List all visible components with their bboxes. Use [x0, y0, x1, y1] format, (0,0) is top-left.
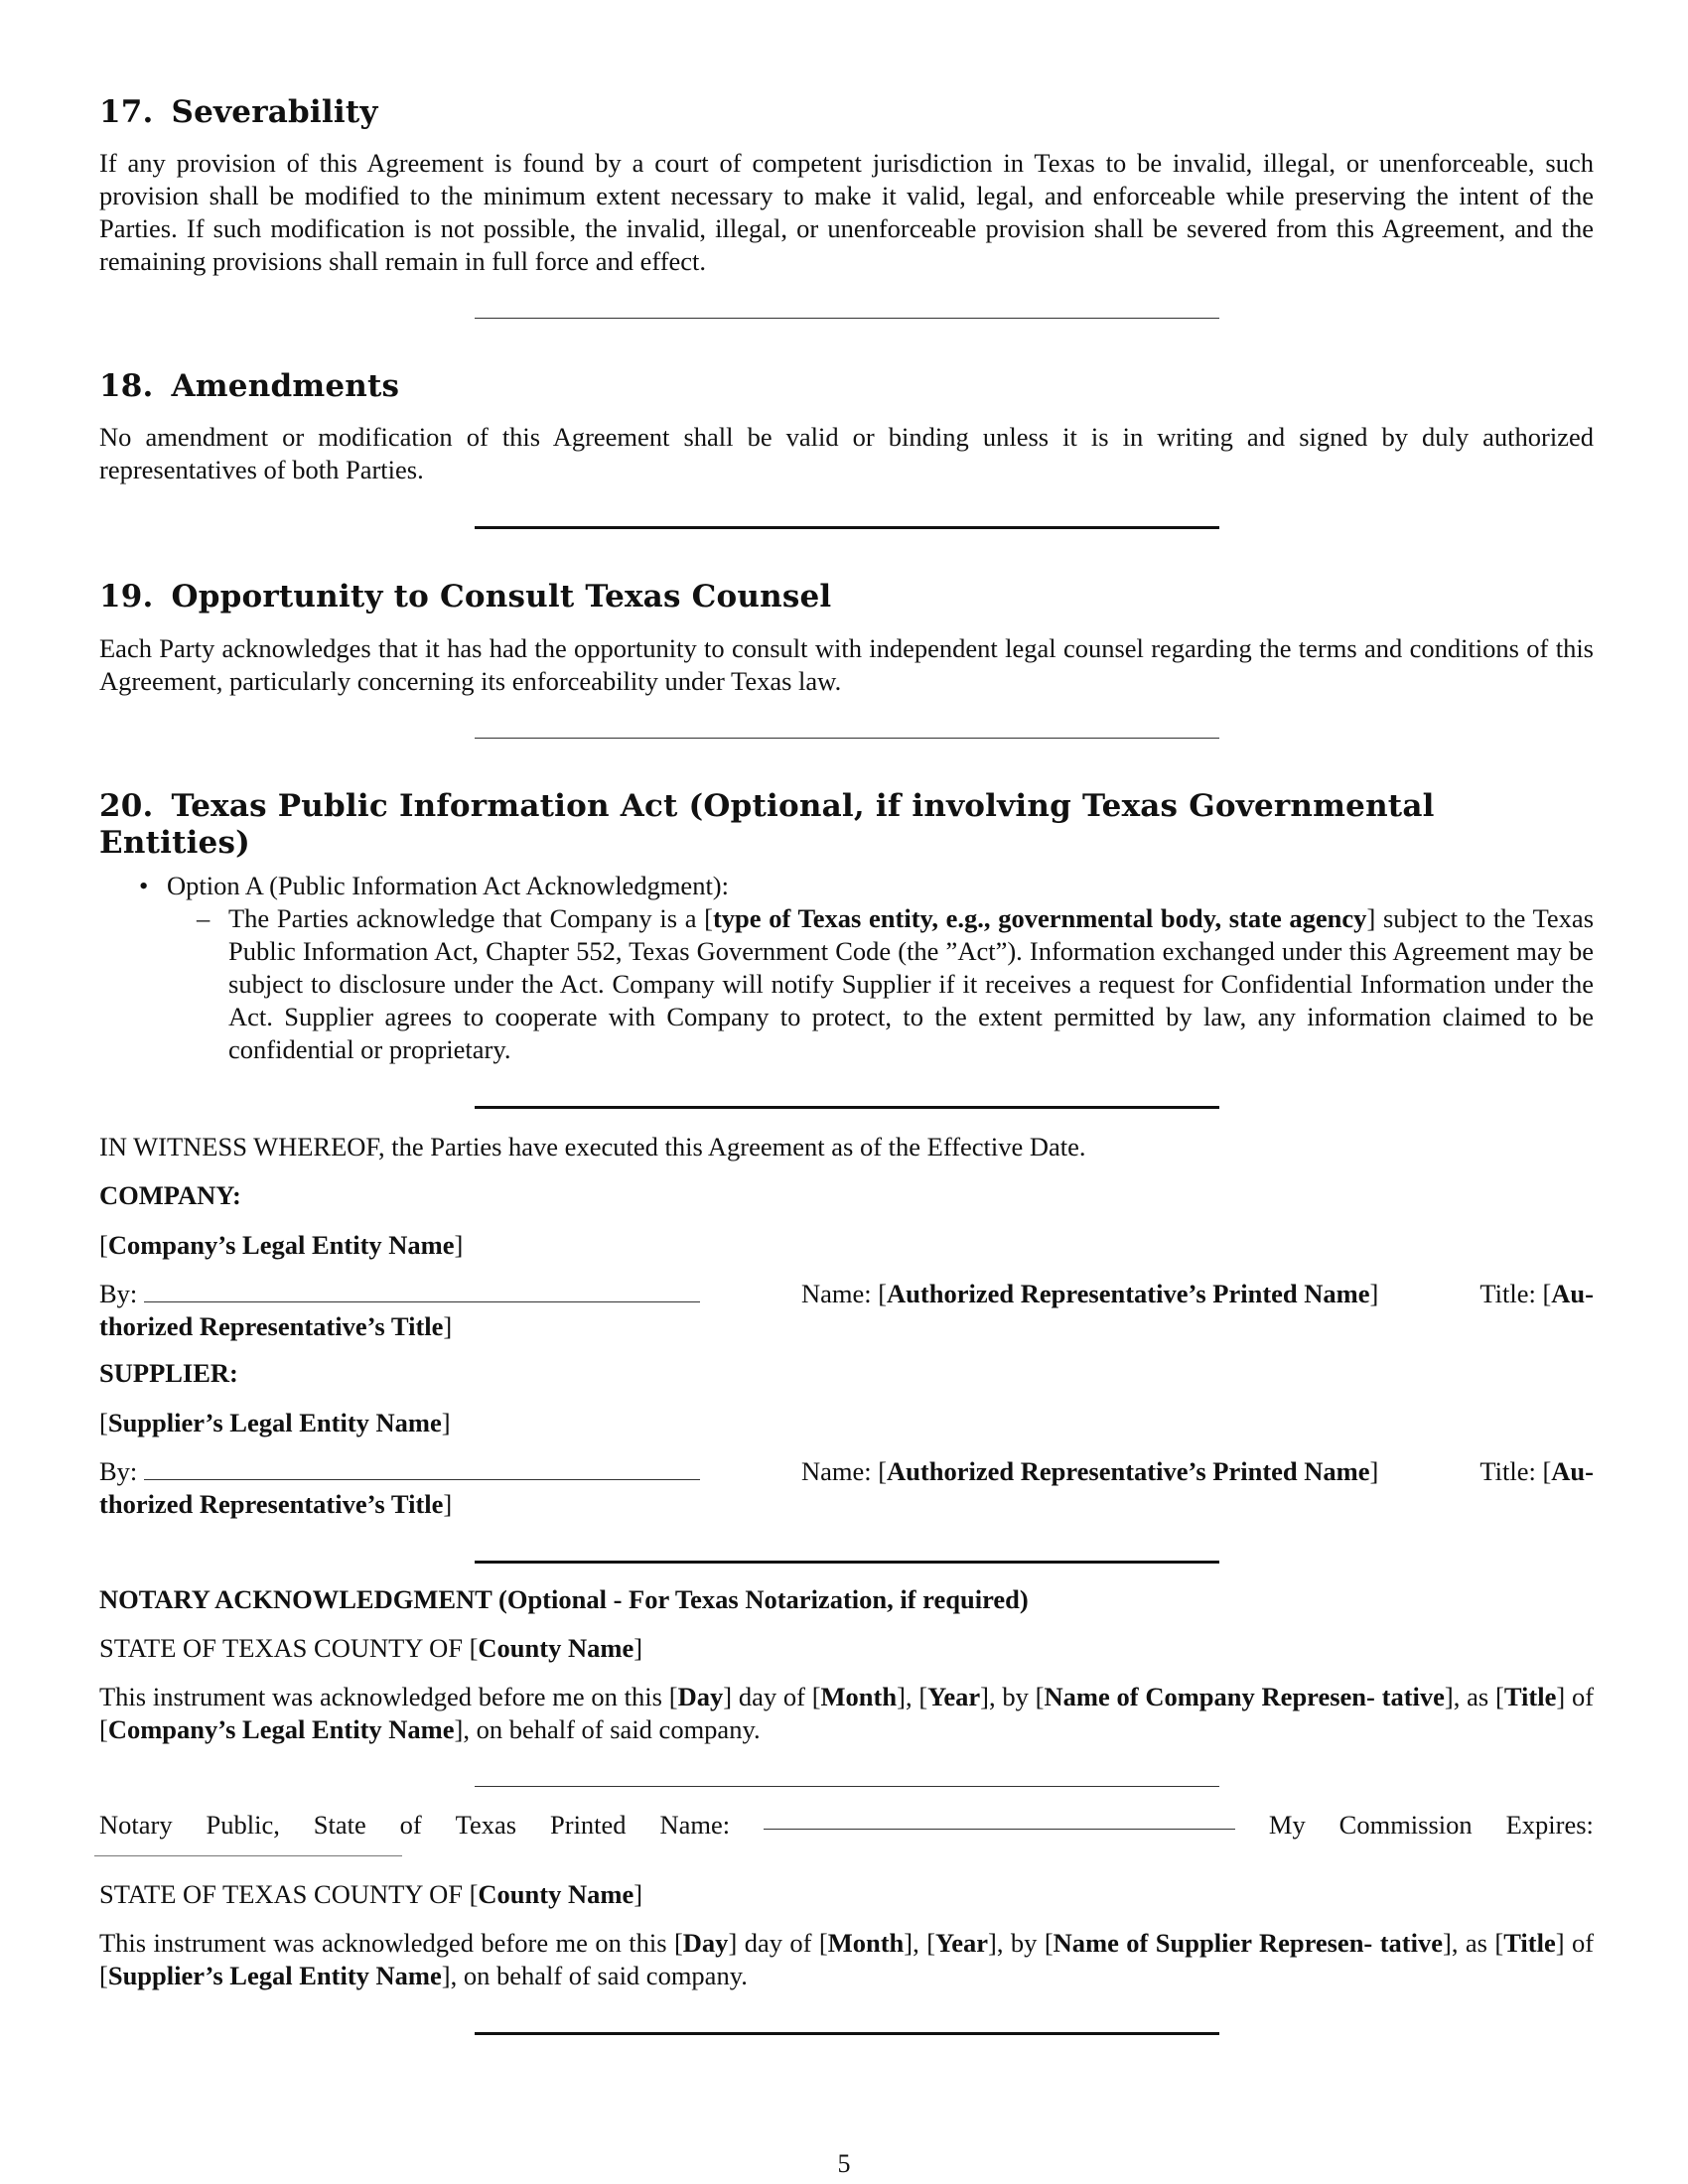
section-19-body: Each Party acknowledges that it has had the opportunity to consult with independent legal counsel regarding the terms and conditions of this Agreement, particularly concerning its enforceability under Texas law.: [99, 632, 1594, 696]
text-run: , as: [1451, 1927, 1495, 1958]
section-divider: [475, 738, 1219, 739]
section-number: 20.: [99, 787, 154, 824]
text-run: Printed: [550, 1809, 627, 1840]
text-run: of: [399, 1809, 422, 1840]
heading-text: COMPANY:: [99, 1179, 241, 1210]
notary-public-line: [99, 1809, 1594, 1842]
text-run: This instrument was acknowledged before me on this: [99, 1927, 674, 1958]
placeholder-title: Title: [1503, 1681, 1557, 1711]
text-run: of: [1564, 1927, 1595, 1958]
text-run: The Parties acknowledge that Company is a [: [228, 902, 713, 933]
supplier-acknowledgment: This instrument was acknowledged before me on this [Day] day of [Month], [Year], by [Name of Supplier Represen- tative], as [Title] of [Supplier’s Legal Entity Name], on behalf of said company.: [99, 1927, 1595, 1990]
signature-line[interactable]: [144, 1459, 700, 1480]
name-label: Name:: [800, 1455, 872, 1486]
text-run: day of: [737, 1927, 819, 1958]
page-number: 5: [837, 2149, 851, 2178]
document-page: [99, 94, 1594, 2035]
placeholder-rep-name: Authorized Representative’s Printed Name: [887, 1278, 1370, 1308]
list-item: [167, 870, 1594, 1066]
section-number: 18.: [99, 368, 154, 405]
placeholder-rep-title: Au-: [1551, 1278, 1594, 1308]
text-run: STATE OF TEXAS COUNTY OF: [99, 1632, 470, 1663]
placeholder-rep-title: thorized Representative’s Title: [99, 1310, 444, 1341]
section-18-body: No amendment or modification of this Agreement shall be valid or binding unless it is in writing and signed by duly authorized representatives of both Parties.: [99, 422, 1594, 485]
company-entity: [Company’s Legal Entity Name]: [99, 1229, 464, 1260]
text-run: STATE OF TEXAS COUNTY OF: [99, 1878, 470, 1909]
placeholder-county: County Name: [478, 1632, 634, 1663]
placeholder-rep: Name of Supplier Represen-: [1053, 1927, 1373, 1958]
text-run: , as: [1453, 1681, 1495, 1711]
title-label: Title:: [1479, 1278, 1536, 1308]
commission-expiry-line[interactable]: [94, 1855, 402, 1856]
by-label: By:: [99, 1278, 138, 1308]
section-20-heading: [99, 788, 1594, 862]
placeholder-entity: Company’s Legal Entity Name: [107, 1713, 455, 1744]
text-run: Commission: [1338, 1809, 1473, 1840]
section-divider: [475, 318, 1219, 319]
text-run: Notary: [99, 1809, 173, 1840]
section-title: Amendments: [171, 368, 400, 405]
placeholder-rep-name: Authorized Representative’s Printed Name: [887, 1455, 1370, 1486]
text-run: Public,: [206, 1809, 280, 1840]
section-title: Severability: [171, 94, 378, 130]
company-heading: [99, 1179, 1594, 1212]
text-run: ,: [905, 1681, 919, 1711]
option-list: [99, 870, 1594, 1066]
heading-text: SUPPLIER:: [99, 1357, 238, 1388]
section-title: Texas Public Information Act (Optional, if involving Texas Governmental Entities): [99, 787, 1435, 861]
text-run: State: [313, 1809, 366, 1840]
text-run: , on behalf of said company.: [450, 1960, 748, 1990]
placeholder-day: Day: [677, 1681, 724, 1711]
printed-name-line[interactable]: [764, 1809, 1235, 1830]
text-run: day of: [732, 1681, 812, 1711]
text-run: of: [1565, 1681, 1595, 1711]
list-item: [228, 902, 1594, 1066]
text-run: , on behalf of said company.: [463, 1713, 761, 1744]
notary-state-county: STATE OF TEXAS COUNTY OF [County Name]: [99, 1878, 643, 1909]
text-run: , by: [996, 1927, 1045, 1958]
company-signature-block: By: Name: [Authorized Representative’s Printed Name] Title: [Au- thorized Representative’s Title]: [99, 1278, 1594, 1341]
notary-heading: [99, 1583, 1594, 1616]
name-label: Name:: [800, 1278, 872, 1308]
section-18-heading: [99, 368, 1594, 405]
placeholder-month: Month: [820, 1681, 898, 1711]
supplier-entity: [Supplier’s Legal Entity Name]: [99, 1407, 451, 1437]
section-divider: [475, 526, 1219, 529]
text-run: Texas: [455, 1809, 517, 1840]
section-divider: [475, 1106, 1219, 1109]
text-run: My: [1268, 1809, 1306, 1840]
section-divider: [475, 1561, 1219, 1564]
supplier-signature-block: By: Name: [Authorized Representative’s Printed Name] Title: [Au- thorized Representative’s Title]: [99, 1455, 1594, 1519]
heading-text: NOTARY ACKNOWLEDGMENT (Optional - For Texas Notarization, if required): [99, 1583, 1029, 1614]
placeholder-county: County Name: [478, 1878, 634, 1909]
text-run: ,: [913, 1927, 927, 1958]
text-run: Name:: [659, 1809, 731, 1840]
placeholder-entity-type: type of Texas entity, e.g., governmental body, state agency: [712, 902, 1367, 933]
placeholder-company-entity: Company’s Legal Entity Name: [107, 1229, 455, 1260]
section-title: Opportunity to Consult Texas Counsel: [171, 579, 832, 615]
placeholder-title: Title: [1503, 1927, 1556, 1958]
section-17-body: If any provision of this Agreement is found by a court of competent jurisdiction in Texas to be invalid, illegal, or unenforceable, such provision shall be modified to the minimum extent necessary to make it valid, legal, and enforceable while preserving the intent of the Parties. If such modification is not possible, the invalid, illegal, or unenforceable provision shall be severed from this Agreement, and the remaining provisions shall remain in full force and effect.: [99, 148, 1594, 277]
placeholder-year: Year: [927, 1681, 981, 1711]
placeholder-rep-title: Au-: [1551, 1455, 1594, 1486]
placeholder-day: Day: [682, 1927, 729, 1958]
section-divider: [475, 1786, 1219, 1787]
placeholder-month: Month: [827, 1927, 905, 1958]
company-acknowledgment: This instrument was acknowledged before me on this [Day] day of [Month], [Year], by [Name of Company Represen- tative], as [Title] of [Company’s Legal Entity Name], on behalf of said company.: [99, 1681, 1595, 1744]
placeholder-rep: Name of Company Represen-: [1044, 1681, 1375, 1711]
placeholder-rep: tative: [1381, 1681, 1445, 1711]
supplier-heading: [99, 1357, 1594, 1390]
section-number: 19.: [99, 579, 154, 615]
placeholder-year: Year: [935, 1927, 988, 1958]
placeholder-supplier-entity: Supplier’s Legal Entity Name: [107, 1407, 442, 1437]
section-divider: [475, 2032, 1219, 2035]
text-run: This instrument was acknowledged before me on this: [99, 1681, 669, 1711]
placeholder-entity: Supplier’s Legal Entity Name: [107, 1960, 442, 1990]
section-number: 17.: [99, 94, 154, 130]
option-label: Option A (Public Information Act Acknowledgment):: [167, 870, 729, 900]
notary-state-county: STATE OF TEXAS COUNTY OF [County Name]: [99, 1632, 643, 1663]
by-label: By:: [99, 1455, 138, 1486]
sub-list: [167, 902, 1594, 1066]
signature-line[interactable]: [144, 1282, 700, 1302]
section-19-heading: [99, 579, 1594, 615]
section-17-heading: [99, 94, 1594, 131]
placeholder-rep-title: thorized Representative’s Title: [99, 1488, 444, 1519]
text-run: ] subject to the Texas Public Information Act, Chapter 552, Texas Government Code (the ”Act”). Information exchanged under this Agreement may be subject to disclosure under the Act. Company will notify Supplier if it receives a request for Confidential Information under the Act. Supplier agrees to cooperate with Company to protect, to the extent permitted by law, any information claimed to be confidential or proprietary.: [228, 902, 1595, 1064]
text-run: , by: [988, 1681, 1036, 1711]
witness-statement: IN WITNESS WHEREOF, the Parties have executed this Agreement as of the Effective Date.: [99, 1131, 1086, 1161]
text-run: Expires:: [1505, 1809, 1594, 1840]
title-label: Title:: [1479, 1455, 1536, 1486]
placeholder-rep: tative: [1379, 1927, 1443, 1958]
